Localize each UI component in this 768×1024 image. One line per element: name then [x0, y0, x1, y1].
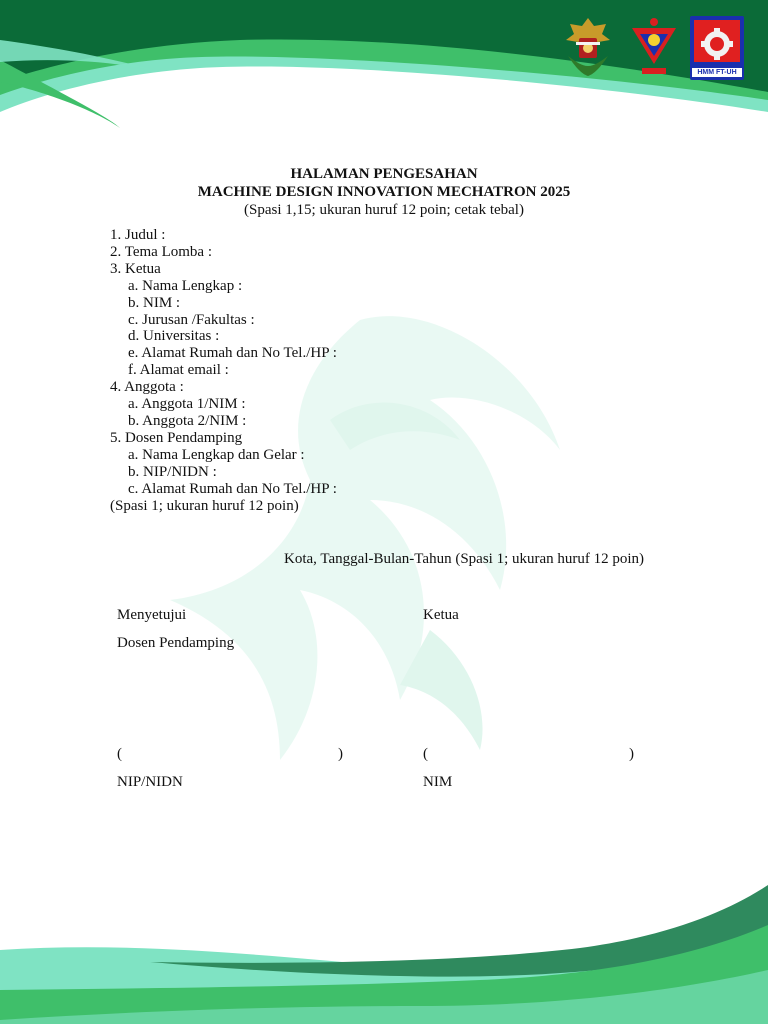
form-subfield: b. NIM : [128, 294, 181, 311]
form-subfield: a. Nama Lengkap dan Gelar : [128, 446, 305, 463]
form-subfield: c. Jurusan /Fakultas : [128, 311, 255, 328]
faculty-emblem-icon [630, 16, 678, 78]
form-field: 5. Dosen Pendamping [110, 429, 243, 446]
form-subfield: a. Nama Lengkap : [128, 277, 243, 294]
supervisor-id-label: NIP/NIDN [117, 774, 183, 790]
form-subfield: f. Alamat email : [128, 362, 229, 379]
document-title [0, 165, 768, 220]
form-field: 3. Ketua [110, 260, 161, 277]
leader-name-open-paren: ( [423, 746, 428, 762]
university-emblem-icon [562, 16, 614, 78]
leader-id-label: NIM [423, 774, 453, 790]
supervisor-name-open-paren: ( [117, 746, 122, 762]
form-field: 1. Judul : [110, 227, 166, 243]
date-line: Kota, Tanggal-Bulan-Tahun (Spasi 1; ukuran huruf 12 poin) [284, 551, 645, 567]
form-subfield: e. Alamat Rumah dan No Tel./HP : [128, 345, 337, 362]
footer-wave-decoration [0, 870, 768, 1024]
form-field: 4. Anggota : [110, 379, 184, 396]
leader-name-close-paren: ) [629, 746, 634, 762]
form-field-list [110, 227, 337, 514]
title-line-1: HALAMAN PENGESAHAN [290, 166, 478, 182]
form-field: 2. Tema Lomba : [110, 243, 212, 260]
form-subfield: d. Universitas : [128, 328, 220, 345]
form-subfield: c. Alamat Rumah dan No Tel./HP : [128, 480, 337, 497]
hmm-ft-uh-logo [690, 16, 744, 80]
form-field: (Spasi 1; ukuran huruf 12 poin) [110, 497, 299, 514]
form-subfield: b. Anggota 2/NIM : [128, 412, 247, 429]
supervisor-role-label: Dosen Pendamping [117, 635, 235, 651]
title-line-2: MACHINE DESIGN INNOVATION MECHATRON 2025 [197, 184, 571, 200]
form-subfield: a. Anggota 1/NIM : [128, 396, 246, 413]
leader-role-label: Ketua [423, 607, 459, 623]
approval-label: Menyetujui [117, 607, 187, 623]
supervisor-name-close-paren: ) [338, 746, 343, 762]
title-line-3: (Spasi 1,15; ukuran huruf 12 poin; cetak tebal) [244, 202, 524, 218]
form-subfield: b. NIP/NIDN : [128, 463, 217, 480]
gear-icon [690, 16, 744, 66]
logo-caption: HMM FT-UH [692, 68, 742, 77]
